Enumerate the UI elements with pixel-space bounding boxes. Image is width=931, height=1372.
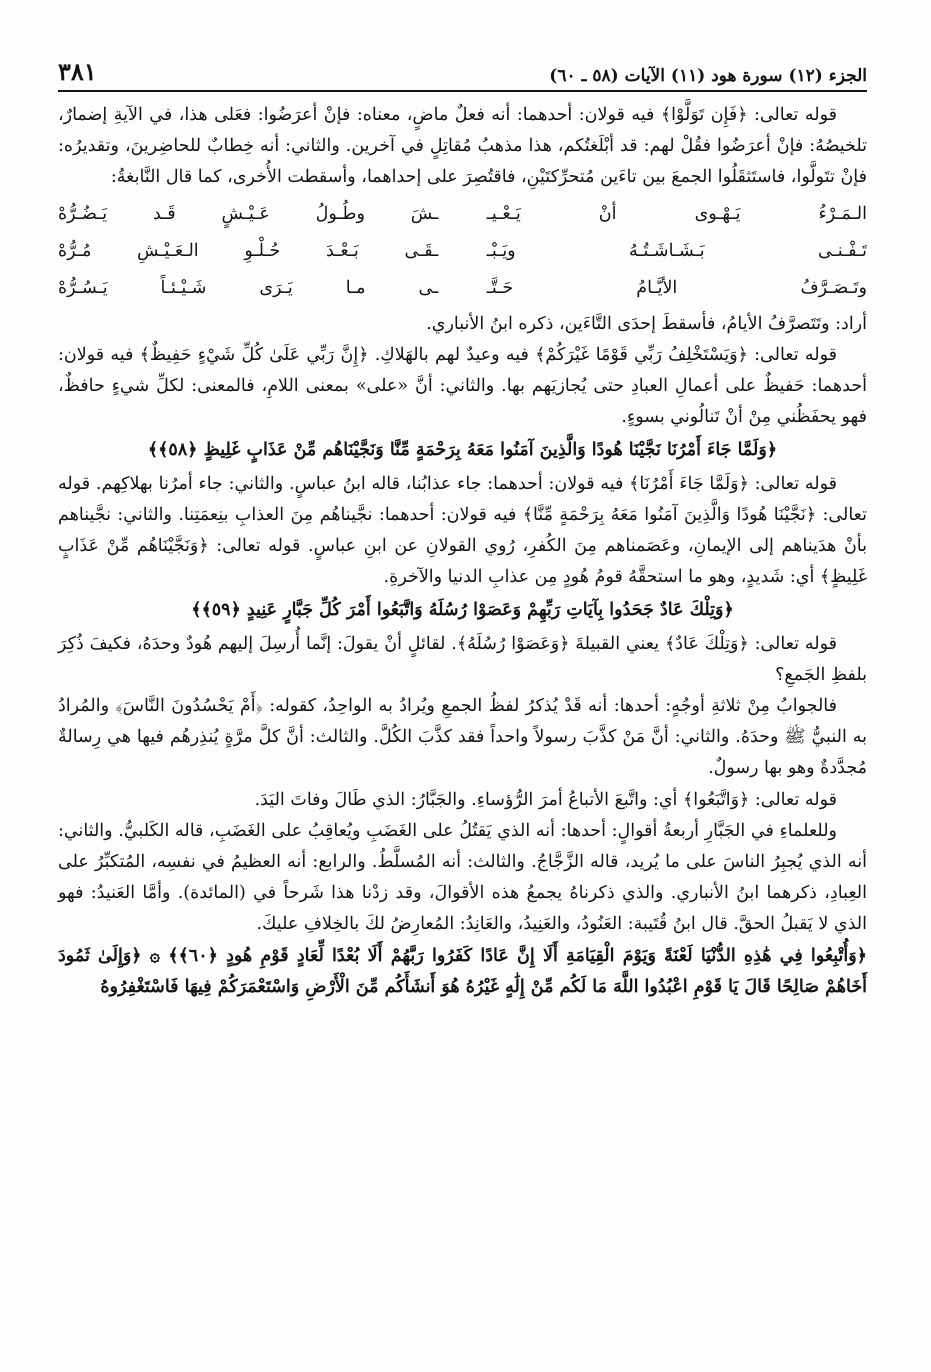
poem-hemistich-first: تَـفْـنـى بَـشَـاشَـتُـهُ ويَـبْـ <box>486 240 867 261</box>
running-head: الجزء (١٢) سورة هود (١١) الآيات (٥٨ ـ ٦٠) <box>549 66 867 86</box>
paragraph-answer: فالجوابُ مِنْ ثلاثةِ أوجُهٍ: أحدها: أنه قَدْ يُذكرُ لفظُ الجمعِ ويُرادُ به الواحِدُ، كقوله: ﴿أَمْ يَحْسُدُونَ النَّاسَ﴾ والمُرادُ به النبيُّ ﷺ وحدَهُ. والثاني: أنَّ مَنْ كذَّبَ رسولاً واحداً فقد كذَّبَ الكُلَّ. والثالث: أنَّ كلَّ مرَّةٍ يُنذِرهُم فيها هي رِسالةٌ مُجدَّدةٌ وهو بها رسولٌ. <box>58 696 867 779</box>
poem-line <box>58 270 867 307</box>
header-divider <box>58 90 867 92</box>
page-body <box>58 100 867 1003</box>
poem-hemistich-first: وتَـصَـرَّفُ الأيَّـامُ حَـتَّـ <box>486 277 867 298</box>
poem-hemistich-second: ـى مـا يَـرَى شَـيْـئـاً يَـسُـرُّهْ <box>58 277 439 298</box>
paragraph-lamma-jaa: قوله تعالى: ﴿وَلَمَّا جَاءَ أَمْرُنَا﴾ فيه قولان: أحدهما: جاء عذابُنا، قاله ابنُ عباسٍ. والثاني: جاء أمرُنا بهلاكِهم. قوله تعالى: ﴿نَجَّيْنَا هُودًا وَالَّذِينَ آمَنُوا مَعَهُ بِرَحْمَةٍ مِّنَّا﴾ فيه قولان: أحدهما: نجَّيناهُم مِنَ العذابِ بنِعمَتِنا. والثاني: نجَّيناهم بأنْ هدَيناهم إلى الإيمانِ، وعَصَمناهم مِنَ الكُفرِ، رُوي القولانِ عن ابنِ عباسٍ. قوله تعالى: ﴿وَنَجَّيْنَاهُم مِّنْ عَذَابٍ غَلِيظٍ﴾ أي: شَديدٍ، وهو ما استحقَّهُ قومُ هُودٍ مِن عذابِ الدنيا والآخرةِ. <box>58 473 867 588</box>
paragraph-tawallaw: قوله تعالى: ﴿فَإِن تَوَلَّوْا﴾ فيه قولان: أحدهما: أنه فعلٌ ماضٍ، معناه: فإنْ أعرَضُوا: فعَلى هذا، في الآيةِ إضمارٌ، تلخيصُهُ: فإنْ أعرَضُوا فقُلْ لهم: قد أبْلَغتُكم، هذا مذهبُ مُقاتِلٍ في آخرين. والثاني: أنه خِطابٌ للحاضِرينَ، وتقديرُه: فإنْ تتَولَّوا، فاستَثقَلُوا الجمعَ بين تاءَين مُتحرِّكتَيْنِ، فاقتُصِرَ على إحداهما، وأسقطت الأُخرى، كما قال النَّابغةُ: <box>58 105 867 188</box>
page-header <box>58 52 867 86</box>
poem-line <box>58 233 867 270</box>
quran-verse-60-61: ﴿وَأُتْبِعُوا فِي هَٰذِهِ الدُّنْيَا لَعْنَةً وَيَوْمَ الْقِيَامَةِ أَلَا إِنَّ عَادًا كَفَرُوا رَبَّهُمْ أَلَا بُعْدًا لِّعَادٍ قَوْمِ هُودٍ ﴿٦٠﴾﴾ ۞ ﴿وَإِلَىٰ ثَمُودَ أَخَاهُمْ صَالِحًا قَالَ يَا قَوْمِ اعْبُدُوا اللَّهَ مَا لَكُم مِّنْ إِلَٰهٍ غَيْرُهُ هُوَ أَنشَأَكُم مِّنَ الْأَرْضِ وَاسْتَعْمَرَكُمْ فِيهَا فَاسْتَغْفِرُوهُ <box>58 945 867 997</box>
paragraph-tilka-aad: قوله تعالى: ﴿وَتِلْكَ عَادٌ﴾ يعني القبيلةَ ﴿وَعَصَوْا رُسُلَهُ﴾. لقائلٍ أنْ يقولَ: إنَّما أُرسِلَ إليهم هُودٌ وحدَهُ، فكيفَ ذُكِرَ بلفظِ الجَمعِ؟ <box>58 633 867 685</box>
poem-nabigha <box>58 196 867 307</box>
poem-line <box>58 196 867 233</box>
poem-hemistich-second: ـقَـى بَـعْـدَ حُـلْـوِ الـعَـيْـشِ مُـرُّهْ <box>58 240 439 261</box>
paragraph-ittabau: قوله تعالى: ﴿وَاتَّبَعُوا﴾ أي: واتَّبعَ الأتباعُ أمرَ الرُّؤساءِ. والجَبَّارُ: الذي طَالَ وفاتَ اليَدَ. <box>254 789 837 810</box>
page-number: ٣٨١ <box>58 57 97 86</box>
paragraph-jabbar: وللعلماءِ في الجَبَّارِ أربعةُ أقوالٍ: أحدها: أنه الذي يَقتُلُ على الغَضَبِ ويُعاقِبُ على الغَضَبِ، قاله الكَلبيُّ. والثاني: أنه الذي يُجبِرُ الناسَ على ما يُريد، قاله الزَّجَّاجُ. والثالث: أنه المُسلَّطُ. والرابع: أنه العظيمُ في نفسِه، المُتكبِّرُ على العِبادِ، ذكرهما ابنُ الأنباري. والذي ذكرناهُ يجمعُ هذه الأقوالَ، وقد زدْنا هذا شَرحاً في (المائدة). وأمَّا العَنيدُ: فهو الذي لا يَقبلُ الحقَّ. قال ابنُ قُتَيبة: العَنُودُ، والعَنِيدُ، والعَانِدُ: المُعارِضُ لكَ بالخِلافِ عليكَ. <box>58 820 867 935</box>
paragraph-yastakhlif: قوله تعالى: ﴿وَيَسْتَخْلِفُ رَبِّي قَوْمًا غَيْرَكُمْ﴾ فيه وعيدٌ لهم بالهَلاكِ. ﴿إِنَّ رَبِّي عَلَىٰ كُلِّ شَيْءٍ حَفِيظٌ﴾ فيه قولان: أحدهما: حَفيظٌ على أعمالِ العبادِ حتى يُجازيَهم بها. والثاني: أنَّ «على» بمعنى اللامِ، فالمعنى: لكلِّ شيءٍ حافظٌ، فهو يحفَظُني مِنْ أنْ تَنالُوني بسوءٍ. <box>58 344 867 428</box>
quran-verse-59: ﴿وَتِلْكَ عَادٌ جَحَدُوا بِآيَاتِ رَبِّهِمْ وَعَصَوْا رُسُلَهُ وَاتَّبَعُوا أَمْرَ كُلِّ جَبَّارٍ عَنِيدٍ ﴿٥٩﴾﴾ <box>191 600 734 621</box>
quran-verse-58: ﴿وَلَمَّا جَاءَ أَمْرُنَا نَجَّيْنَا هُودًا وَالَّذِينَ آمَنُوا مَعَهُ بِرَحْمَةٍ مِّنَّا وَنَجَّيْنَاهُم مِّنْ عَذَابٍ غَلِيظٍ ﴿٥٨﴾﴾ <box>147 440 778 461</box>
poem-hemistich-second: ـشَ وطُـولُ عَـيْـشٍ قَـد يَـضُـرُّهْ <box>58 203 439 224</box>
poem-hemistich-first: الـمَـرْءُ يَـهْـوى أنْ يَـعْـيـ <box>486 203 867 224</box>
paragraph-arada: أراد: وتَتَصرَّفُ الأيامُ، فأسقطَ إحدَى التَّاءَين، ذكره ابنُ الأنباري. <box>426 313 867 334</box>
